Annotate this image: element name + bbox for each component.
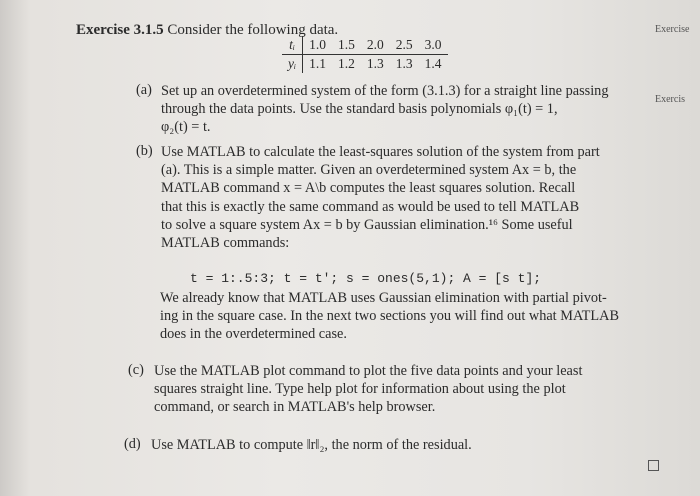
part-c-mark: (c) (128, 362, 144, 378)
table-cell: 3.0 (419, 36, 448, 55)
text-line: (a). This is a simple matter. Given an overdetermined system Ax = b, the (161, 162, 577, 179)
corner-checkbox (648, 460, 659, 471)
text-line: through the data points. Use the standard basis polynomials φ₁(t) = 1, (161, 101, 558, 118)
text-line: command, or search in MATLAB's help browser. (154, 399, 436, 416)
part-d-text: Use MATLAB to compute ‖r‖₂, the norm of the residual. (151, 437, 472, 453)
row-label-y: yᵢ (282, 55, 303, 74)
table-cell: 1.3 (366, 56, 384, 71)
table-cell: 1.0 (303, 36, 332, 55)
text-line: We already know that MATLAB uses Gaussian elimination with partial pivot- (160, 290, 607, 306)
margin-note-1: Exercise (655, 24, 690, 35)
table-cell: 1.1 (309, 56, 327, 71)
part-b-mark: (b) (136, 143, 153, 159)
text-line: ing in the square case. In the next two sections you will find out what MATLAB (160, 308, 620, 325)
text-line: φ₂(t) = t. (161, 119, 211, 136)
part-a-mark: (a) (136, 82, 152, 98)
matlab-code-line: t = 1:.5:3; t = t'; s = ones(5,1); A = [s t]; (190, 271, 542, 286)
row-label-t: tᵢ (282, 36, 303, 55)
table-row-y (282, 55, 448, 74)
table-cell: 2.5 (390, 36, 419, 55)
text-line: MATLAB commands: (161, 235, 290, 252)
margin-note-2: Exercis (655, 94, 685, 105)
exercise-intro: Consider the following data. (167, 22, 339, 38)
text-line: does in the overdetermined case. (160, 326, 347, 343)
exercise-label: Exercise 3.1.5 (76, 22, 164, 38)
text-line: squares straight line. Type help plot for information about using the plot (154, 381, 566, 398)
text-line: Use MATLAB to calculate the least-squares solution of the system from part (161, 144, 600, 160)
text-line: Set up an overdetermined system of the form (3.1.3) for a straight line passing (161, 83, 609, 99)
part-c-text (154, 362, 644, 417)
table-cell: 2.0 (361, 36, 390, 55)
text-line: MATLAB command x = A\b computes the least squares solution. Recall (161, 180, 576, 197)
data-table (282, 36, 448, 73)
table-row-t (282, 36, 448, 55)
text-line: Use the MATLAB plot command to plot the five data points and your least (154, 363, 583, 379)
part-b-followup (160, 289, 640, 344)
page-shadow (0, 0, 30, 496)
table-cell: 1.3 (395, 56, 413, 71)
table-cell: 1.4 (424, 56, 442, 71)
part-a-text (161, 82, 641, 137)
table-cell: 1.5 (332, 36, 361, 55)
text-line: to solve a square system Ax = b by Gaussian elimination.¹⁶ Some useful (161, 216, 573, 233)
part-b-text (161, 143, 641, 252)
table-cell: 1.2 (338, 56, 355, 71)
part-d-mark: (d) (124, 436, 141, 452)
text-line: that this is exactly the same command as would be used to tell MATLAB (161, 198, 580, 215)
